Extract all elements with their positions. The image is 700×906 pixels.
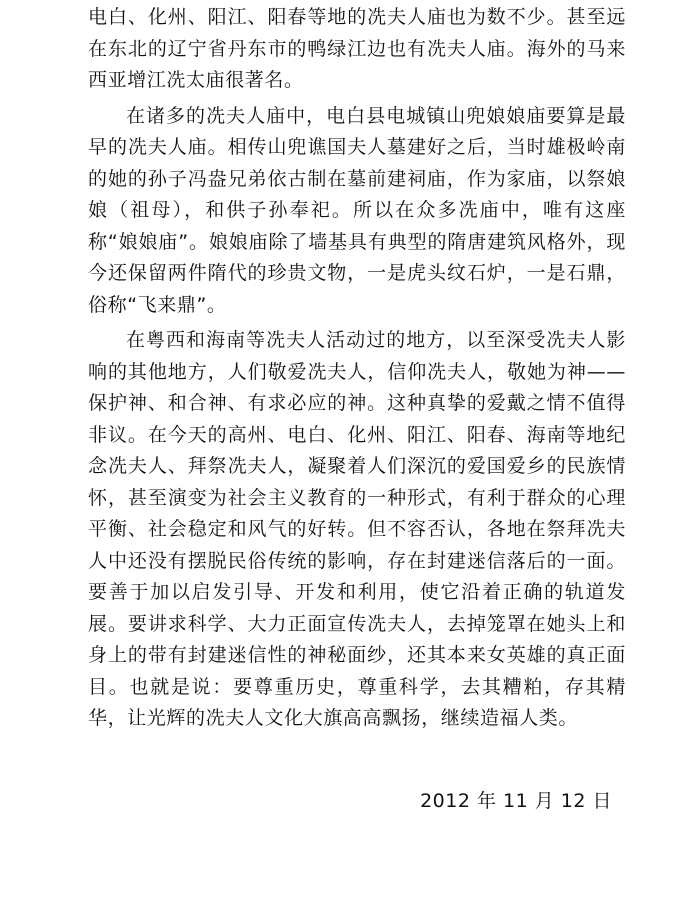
paragraph-3: 在粤西和海南等冼夫人活动过的地方，以至深受冼夫人影响的其他地方，人们敬爱冼夫人，信仰冼夫人，敬她为神——保护神、和合神、有求必应的神。这种真挚的爱戴之情不值得非议。在今天的高州、电白、化州、阳江、阳春、海南等地纪念冼夫人、拜祭冼夫人，凝聚着人们深沉的爱国爱乡的民族情怀，甚至演变为社会主义教育的一种形式，有利于群众的心理平衡、社会稳定和风气的好转。但不容否认，各地在祭拜冼夫人中还没有摆脱民俗传统的影响，存在封建迷信落后的一面。要善于加以启发引导、开发和利用，使它沿着正确的轨道发展。要讲求科学、大力正面宣传冼夫人，去掉笼罩在她头上和身上的带有封建迷信性的神秘面纱，还其本来女英雄的真正面目。也就是说：要尊重历史，尊重科学，去其糟粕，存其精华，让光辉的冼夫人文化大旗高高飘扬，继续造福人类。 <box>88 329 626 729</box>
paragraph-2: 在诸多的冼夫人庙中，电白县电城镇山兜娘娘庙要算是最早的冼夫人庙。相传山兜谯国夫人墓建好之后，当时雄极岭南的她的孙子冯盎兄弟依古制在墓前建祠庙，作为家庙，以祭娘娘（祖母），和供子孙奉祀。所以在众多冼庙中，唯有这座称“娘娘庙”。娘娘庙除了墙基具有典型的隋唐建筑风格外，现今还保留两件隋代的珍贵文物，一是虎头纹石炉，一是石鼎，俗称“飞来鼎”。 <box>88 104 626 316</box>
body-text <box>88 2 626 739</box>
paragraph-1: 电白、化州、阳江、阳春等地的冼夫人庙也为数不少。甚至远在东北的辽宁省丹东市的鸭绿江边也有冼夫人庙。海外的马来西亚增江冼太庙很著名。 <box>88 6 626 91</box>
document-date: 2012 年 11 月 12 日 <box>420 790 612 812</box>
